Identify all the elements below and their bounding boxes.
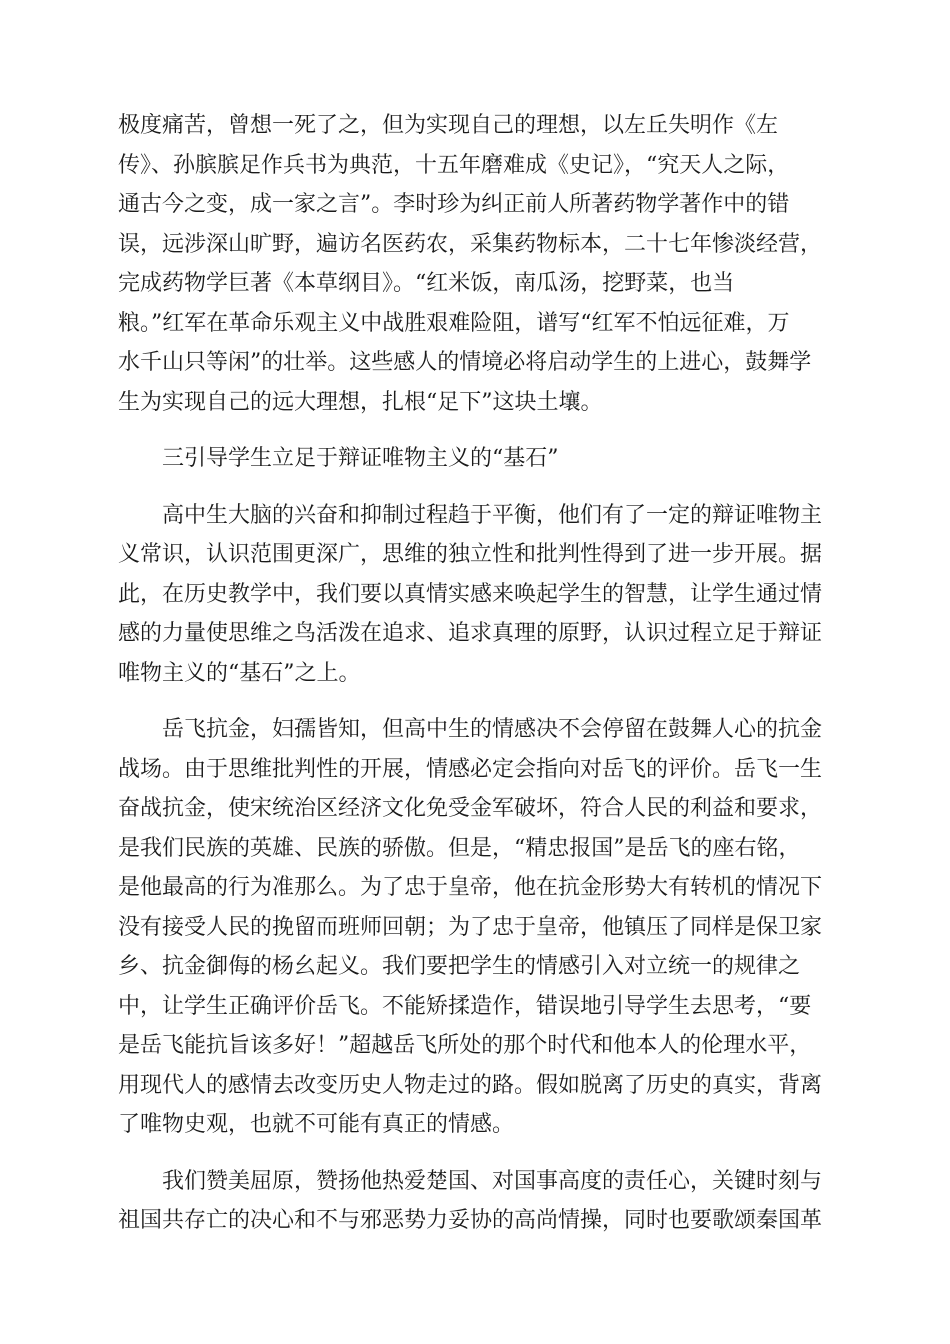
text-line: 唯物主义的“基石”之上。 — [118, 660, 361, 686]
text-line: 水千山只等闲”的壮举。这些感人的情境必将启动学生的上进心，鼓舞学 — [118, 350, 812, 375]
paragraph-sima-qian-li-shizhen — [118, 106, 832, 422]
text-line: 祖国共存亡的决心和不与邪恶势力妥协的高尚情操，同时也要歌颂秦国革 — [118, 1208, 823, 1233]
text-line: 没有接受人民的挽留而班师回朝；为了忠于皇帝，他镇压了同样是保卫家 — [118, 914, 823, 940]
paragraph-qu-yuan — [118, 1162, 832, 1241]
heading-text: 三引导学生立足于辩证唯物主义的“基石” — [162, 446, 559, 471]
text-line: 战场。由于思维批判性的开展，情感必定会指向对岳飞的评价。岳飞一生 — [118, 756, 823, 782]
text-line: 岳飞抗金，妇孺皆知，但高中生的情感决不会停留在鼓舞人心的抗金 — [162, 717, 823, 742]
text-line: 极度痛苦，曾想一死了之，但为实现自己的理想，以左丘失明作《左 — [118, 113, 779, 138]
text-line: 用现代人的感情去改变历史人物走过的路。假如脱离了历史的真实，背离 — [118, 1072, 823, 1098]
text-line: 传》、孙膑膑足作兵书为典范，十五年磨难成《史记》，“究天人之际， — [118, 152, 790, 178]
text-line: 奋战抗金，使宋统治区经济文化免受金军破坏，符合人民的利益和要求， — [118, 796, 823, 821]
text-line: 中，让学生正确评价岳飞。不能矫揉造作，错误地引导学生去思考，“要 — [118, 993, 812, 1019]
text-line: 了唯物史观，也就不可能有真正的情感。 — [118, 1112, 515, 1137]
text-line: 义常识，认识范围更深广，思维的独立性和批判性得到了进一步开展。据 — [118, 542, 823, 567]
paragraph-yue-fei — [118, 710, 832, 1145]
text-line: 乡、抗金御侮的杨幺起义。我们要把学生的情感引入对立统一的规律之 — [118, 954, 801, 979]
text-line: 生为实现自己的远大理想，扎根“足下”这块土壤。 — [118, 389, 603, 415]
text-line: 完成药物学巨著《本草纲目》。“红米饭，南瓜汤，挖野菜，也当 — [118, 271, 735, 296]
text-line: 是他最高的行为准那么。为了忠于皇帝，他在抗金形势大有转机的情况下 — [118, 875, 823, 900]
text-line: 误，远涉深山旷野，遍访名医药农，采集药物标本，二十七年惨淡经营， — [118, 231, 823, 257]
text-line: 是岳飞能抗旨该多好！”超越岳飞所处的那个时代和他本人的伦理水平， — [118, 1033, 812, 1058]
text-line: 通古今之变，成一家之言”。李时珍为纠正前人所著药物学著作中的错 — [118, 192, 790, 217]
text-line: 是我们民族的英雄、民族的骄傲。但是，“精忠报国”是岳飞的座右铭， — [118, 835, 801, 861]
text-line: 高中生大脑的兴奋和抑制过程趋于平衡，他们有了一定的辩证唯物主 — [162, 502, 823, 528]
paragraph-dialectical-materialism — [118, 496, 832, 694]
text-line: 感的力量使思维之鸟活泼在追求、追求真理的原野，认识过程立足于辩证 — [118, 621, 823, 646]
text-line: 我们赞美屈原，赞扬他热爱楚国、对国事高度的责任心，关键时刻与 — [162, 1168, 823, 1194]
text-line: 此，在历史教学中，我们要以真情实感来唤起学生的智慧，让学生通过情 — [118, 581, 823, 607]
text-line: 粮。”红军在革命乐观主义中战胜艰难险阻，谱写“红军不怕远征难，万 — [118, 310, 790, 336]
section-heading — [118, 439, 832, 479]
